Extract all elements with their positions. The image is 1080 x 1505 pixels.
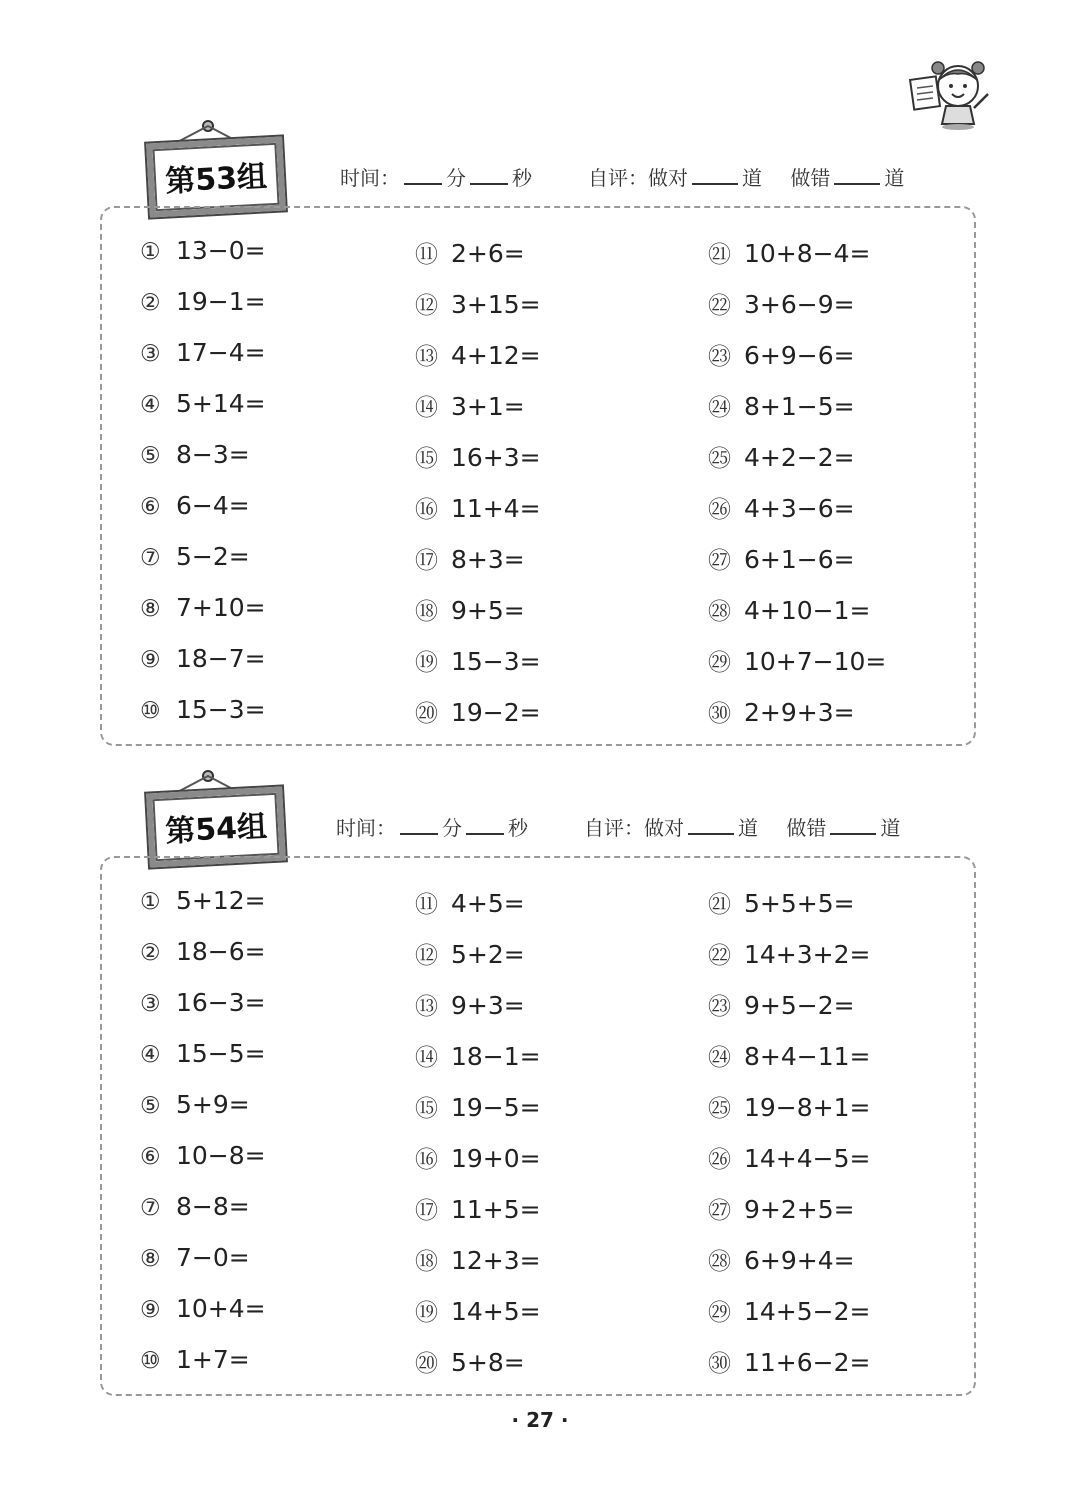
problem-item [140,644,266,673]
problem-expression: 13−0= [176,236,266,265]
problem-item [708,491,855,524]
problem-number: ⑩ [140,698,161,724]
group-title: 第54组 [164,809,268,850]
time-field [336,812,528,841]
problem-number: ㉘ [708,1249,731,1275]
problem-number: ㉚ [708,1351,731,1377]
problem-expression: 10+8−4= [744,239,871,268]
problem-number: ⑮ [415,1096,438,1122]
problem-expression: 5+8= [451,1348,525,1377]
problem-expression: 9+2+5= [744,1195,855,1224]
problem-expression: 15−5= [176,1039,266,1068]
problem-item [415,1039,541,1072]
problem-number: ⑦ [140,1195,161,1221]
problem-expression: 4+5= [451,889,525,918]
correct-label: 自评：做对 [584,816,684,840]
problem-number: ⑪ [415,242,438,268]
problem-number: ⑭ [415,1045,438,1071]
problem-number: ③ [140,341,161,367]
self-eval-field [584,812,900,841]
problem-expression: 4+10−1= [744,596,871,625]
problem-number: ⑤ [140,1093,161,1119]
problem-expression: 8−8= [176,1192,250,1221]
problem-expression: 17−4= [176,338,266,367]
problem-number: ㉙ [708,650,731,676]
problem-item [415,287,541,320]
problem-number: ② [140,940,161,966]
problem-expression: 8+3= [451,545,525,574]
problem-expression: 14+4−5= [744,1144,871,1173]
problem-number: ㉖ [708,1147,731,1173]
problem-number: ② [140,290,161,316]
problem-number: ⑫ [415,293,438,319]
problem-number: ㉒ [708,293,731,319]
problem-expression: 14+5= [451,1297,541,1326]
problem-item [140,937,266,966]
minute-blank[interactable] [400,815,438,835]
problem-expression: 19−5= [451,1093,541,1122]
problem-expression: 6+1−6= [744,545,855,574]
problem-expression: 5+9= [176,1090,250,1119]
problem-item [708,695,855,728]
problem-expression: 16−3= [176,988,266,1017]
problem-number: ㉙ [708,1300,731,1326]
problem-item [140,1090,250,1119]
problem-item [415,937,525,970]
problem-number: ⑧ [140,1246,161,1272]
problem-item [415,236,525,269]
group-title: 第53组 [164,159,268,200]
problem-expression: 15−3= [176,695,266,724]
problem-number: ⑥ [140,1144,161,1170]
problem-item [708,886,855,919]
problem-item [140,988,266,1017]
problem-item [140,338,266,367]
problem-expression: 19+0= [451,1144,541,1173]
problem-expression: 6+9+4= [744,1246,855,1275]
problem-item [415,1141,541,1174]
problem-expression: 3+1= [451,392,525,421]
wrong-unit: 道 [884,166,905,190]
wrong-blank[interactable] [834,165,880,185]
problem-expression: 9+5= [451,596,525,625]
problem-item [415,440,541,473]
problem-number: ㉗ [708,1198,731,1224]
problem-expression: 10+7−10= [744,647,887,676]
problem-item [140,287,266,316]
problem-item [140,593,266,622]
problem-item [140,440,250,469]
problem-number: ⑫ [415,943,438,969]
problem-item [415,886,525,919]
second-blank[interactable] [470,165,508,185]
problem-number: ⑱ [415,1249,438,1275]
problem-item [415,988,525,1021]
group-title-sign [148,790,284,864]
problem-number: ⑲ [415,650,438,676]
minute-label: 分 [442,816,462,840]
problem-expression: 8+1−5= [744,392,855,421]
problem-number: ㉔ [708,1045,731,1071]
problem-expression: 14+5−2= [744,1297,871,1326]
problem-expression: 19−2= [451,698,541,727]
problem-number: ⑲ [415,1300,438,1326]
problem-number: ⑳ [415,701,438,727]
problem-item [140,886,266,915]
problem-expression: 2+6= [451,239,525,268]
problem-expression: 4+12= [451,341,541,370]
problem-expression: 9+3= [451,991,525,1020]
problem-item [140,1039,266,1068]
problem-number: ④ [140,392,161,418]
girl-mascot-icon [908,56,994,132]
correct-label: 自评：做对 [588,166,688,190]
problem-number: ⑯ [415,497,438,523]
problem-number: ⑬ [415,344,438,370]
correct-unit: 道 [738,816,758,840]
problem-expression: 7+10= [176,593,266,622]
problem-expression: 9+5−2= [744,991,855,1020]
problem-item [140,1192,250,1221]
problem-number: ⑰ [415,1198,438,1224]
problem-number: ㉚ [708,701,731,727]
problem-item [415,542,525,575]
minute-blank[interactable] [404,165,442,185]
problem-item [415,1192,541,1225]
problem-item [140,1243,250,1272]
wrong-blank[interactable] [830,815,876,835]
wrong-label: 做错 [786,816,827,840]
problem-number: ① [140,889,161,915]
problem-number: ⑬ [415,994,438,1020]
problem-expression: 8−3= [176,440,250,469]
problem-item [140,695,266,724]
problem-number: ㉓ [708,994,731,1020]
time-label: 时间： [340,166,400,190]
problem-item [708,542,855,575]
second-blank[interactable] [466,815,504,835]
problem-expression: 18−7= [176,644,266,673]
problem-number: ⑥ [140,494,161,520]
problem-expression: 6+9−6= [744,341,855,370]
problem-number: ㉔ [708,395,731,421]
problem-expression: 15−3= [451,647,541,676]
problem-number: ⑪ [415,892,438,918]
problem-expression: 6−4= [176,491,250,520]
problem-item [140,542,250,571]
problem-expression: 12+3= [451,1246,541,1275]
problem-item [140,1345,250,1374]
problem-expression: 10+4= [176,1294,266,1323]
problem-item [415,389,525,422]
problem-expression: 19−8+1= [744,1093,871,1122]
problem-number: ⑱ [415,599,438,625]
problem-expression: 18−6= [176,937,266,966]
correct-blank[interactable] [688,815,734,835]
problem-item [415,695,541,728]
problem-number: ㉓ [708,344,731,370]
problem-number: ⑰ [415,548,438,574]
problem-expression: 19−1= [176,287,266,316]
problem-item [708,1039,870,1072]
problem-number: ⑭ [415,395,438,421]
problem-number: ⑩ [140,1348,161,1374]
problem-expression: 5+5+5= [744,889,855,918]
problem-expression: 16+3= [451,443,541,472]
problem-expression: 11+5= [451,1195,541,1224]
problem-item [708,287,855,320]
problem-expression: 4+2−2= [744,443,855,472]
second-label: 秒 [508,816,528,840]
wrong-label: 做错 [790,166,831,190]
problem-item [415,1294,541,1327]
problem-expression: 11+4= [451,494,541,523]
problem-expression: 3+15= [451,290,541,319]
problem-expression: 5+2= [451,940,525,969]
problem-item [708,1294,870,1327]
problem-item [415,593,525,626]
problem-item [708,1141,870,1174]
problem-item [708,236,870,269]
problem-number: ⑤ [140,443,161,469]
problem-expression: 4+3−6= [744,494,855,523]
problem-expression: 5+14= [176,389,266,418]
problem-number: ① [140,239,161,265]
problem-item [708,1192,855,1225]
problem-number: ㉗ [708,548,731,574]
problem-expression: 1+7= [176,1345,250,1374]
correct-blank[interactable] [692,165,738,185]
self-eval-field [588,162,904,191]
problem-item [415,1243,541,1276]
problem-item [415,1090,541,1123]
problem-item [708,1345,870,1378]
problem-item [140,491,250,520]
problem-number: ㉒ [708,943,731,969]
problem-number: ③ [140,991,161,1017]
problem-expression: 2+9+3= [744,698,855,727]
problem-item [708,389,855,422]
problem-number: ㉕ [708,446,731,472]
problem-item [708,1090,870,1123]
problem-number: ㉘ [708,599,731,625]
time-field [340,162,532,191]
problem-item [415,491,541,524]
problem-number: ⑦ [140,545,161,571]
problem-number: ⑳ [415,1351,438,1377]
problem-expression: 11+6−2= [744,1348,871,1377]
problem-item [140,389,266,418]
problem-item [708,644,886,677]
problem-expression: 10−8= [176,1141,266,1170]
problem-expression: 5−2= [176,542,250,571]
problem-item [708,937,870,970]
problem-number: ㉑ [708,892,731,918]
problem-number: ㉕ [708,1096,731,1122]
problem-item [415,338,541,371]
problem-expression: 5+12= [176,886,266,915]
problem-item [708,338,855,371]
problem-expression: 7−0= [176,1243,250,1272]
problem-expression: 14+3+2= [744,940,871,969]
problem-number: ⑧ [140,596,161,622]
problem-item [708,440,855,473]
problem-item [415,644,541,677]
correct-unit: 道 [742,166,762,190]
problem-number: ㉖ [708,497,731,523]
problem-item [708,988,855,1021]
minute-label: 分 [446,166,466,190]
problem-number: ⑯ [415,1147,438,1173]
problem-item [415,1345,525,1378]
problem-item [140,1141,266,1170]
problem-number: ⑨ [140,647,161,673]
wrong-unit: 道 [880,816,901,840]
problem-item [708,1243,855,1276]
problem-number: ㉑ [708,242,731,268]
time-label: 时间： [336,816,396,840]
problem-item [708,593,870,626]
problem-expression: 8+4−11= [744,1042,871,1071]
problem-number: ⑮ [415,446,438,472]
problem-number: ⑨ [140,1297,161,1323]
problem-expression: 18−1= [451,1042,541,1071]
group-title-sign [148,140,284,214]
page-number: · 27 · [511,1408,569,1432]
problem-number: ④ [140,1042,161,1068]
second-label: 秒 [512,166,532,190]
problem-item [140,1294,266,1323]
problem-expression: 3+6−9= [744,290,855,319]
problem-item [140,236,266,265]
